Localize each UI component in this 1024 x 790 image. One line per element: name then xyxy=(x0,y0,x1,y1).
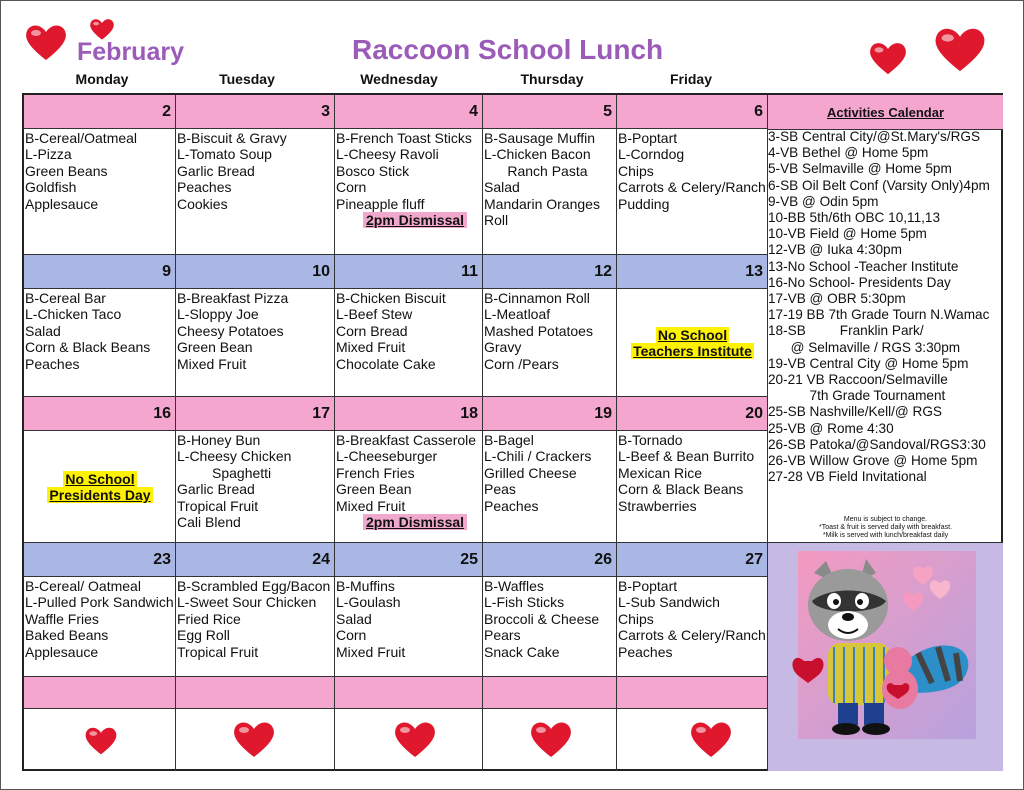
date-header: 13 xyxy=(617,255,768,289)
weekday-label: Monday xyxy=(75,71,129,87)
empty-header xyxy=(24,677,176,709)
menu-item: L-Tomato Soup xyxy=(177,146,272,163)
menu-item: Baked Beans xyxy=(25,627,109,644)
menu-item: Cookies xyxy=(177,195,228,212)
menu-item: Mandarin Oranges xyxy=(484,195,600,212)
no-school-reason: Teachers Institute xyxy=(633,343,752,359)
menu-item: Pudding xyxy=(618,195,670,212)
activities-header xyxy=(768,95,1003,130)
menu-item: Ranch Pasta xyxy=(484,162,588,179)
activities-title: Activities Calendar xyxy=(826,104,945,120)
date-header: 25 xyxy=(335,543,483,577)
menu-item: Green Bean xyxy=(336,481,412,498)
menu-item: L-Cheesy Ravoli xyxy=(336,146,439,163)
menu-note: *Milk is served with lunch/breakfast daily xyxy=(822,532,949,539)
date-header: 23 xyxy=(24,543,176,577)
menu-item: L-Beef & Bean Burrito xyxy=(618,448,755,465)
date-header: 10 xyxy=(176,255,335,289)
menu-cell xyxy=(483,129,617,255)
activity-item: 17-19 BB 7th Grade Tourn N.Wamac xyxy=(768,307,990,323)
activity-item: 25-SB Nashville/Kell/@ RGS xyxy=(768,404,942,420)
activity-item: 13-No School -Teacher Institute xyxy=(768,258,959,274)
menu-cell xyxy=(176,129,335,255)
menu-item: B-Biscuit & Gravy xyxy=(177,130,287,146)
menu-item: Mixed Fruit xyxy=(177,355,247,372)
activity-item: 17-VB @ OBR 5:30pm xyxy=(768,291,906,307)
activity-item: 10-BB 5th/6th OBC 10,11,13 xyxy=(768,210,941,226)
activity-item: 18-SB Franklin Park/ xyxy=(768,323,924,339)
month-title: February xyxy=(77,38,184,66)
activity-item: 26-SB Patoka/@Sandoval/RGS3:30 xyxy=(768,436,986,452)
menu-item: Peaches xyxy=(25,355,80,372)
menu-cell xyxy=(617,577,768,677)
empty-cell xyxy=(483,709,617,771)
menu-item: Waffle Fries xyxy=(25,610,99,627)
menu-item: Tropical Fruit xyxy=(177,643,259,660)
menu-item: Green Beans xyxy=(25,162,108,179)
menu-item: Gravy xyxy=(484,339,522,356)
menu-item: L-Cheeseburger xyxy=(336,448,438,465)
date-header: 17 xyxy=(176,397,335,431)
menu-item: Grilled Cheese xyxy=(484,464,577,481)
no-school-label: No School xyxy=(657,326,728,343)
menu-item: Carrots & Celery/Ranch xyxy=(618,179,766,196)
menu-item: Snack Cake xyxy=(484,643,560,660)
menu-cell xyxy=(617,129,768,255)
menu-item: Tropical Fruit xyxy=(177,497,259,514)
menu-item: Chocolate Cake xyxy=(336,355,436,372)
raccoon-valentine-icon xyxy=(768,543,1003,771)
date-header: 11 xyxy=(335,255,483,289)
menu-item: Applesauce xyxy=(25,643,99,660)
weekday-label: Tuesday xyxy=(219,71,275,87)
menu-item: Mexican Rice xyxy=(618,464,703,481)
date-header: 3 xyxy=(176,95,335,129)
menu-item: Garlic Bread xyxy=(177,481,255,498)
empty-header xyxy=(176,677,335,709)
menu-item: L-Chicken Taco xyxy=(25,306,122,323)
menu-item: L-Beef Stew xyxy=(336,306,413,323)
menu-item: B-Sausage Muffin xyxy=(484,130,596,146)
date-header: 2 xyxy=(24,95,176,129)
activity-item: 12-VB @ Iuka 4:30pm xyxy=(768,242,902,258)
menu-item: B-Scrambled Egg/Bacon xyxy=(177,578,331,594)
activity-item: 26-VB Willow Grove @ Home 5pm xyxy=(768,453,978,469)
no-school-reason: Presidents Day xyxy=(49,487,151,503)
heart-icon xyxy=(933,24,987,74)
menu-item: Mixed Fruit xyxy=(336,339,406,356)
menu-item: Corn /Pears xyxy=(484,355,559,372)
menu-item: L-Corndog xyxy=(618,146,685,163)
menu-cell xyxy=(24,129,176,255)
activity-item: 9-VB @ Odin 5pm xyxy=(768,193,879,209)
empty-cell xyxy=(617,709,768,771)
menu-item: L-Chicken Bacon xyxy=(484,146,591,163)
menu-item: Spaghetti xyxy=(177,464,272,481)
menu-item: L-Sweet Sour Chicken xyxy=(177,594,317,611)
heart-icon xyxy=(689,719,733,759)
menu-item: L-Cheesy Chicken xyxy=(177,448,292,465)
activity-item: 25-VB @ Rome 4:30 xyxy=(768,420,894,436)
activity-item: 16-No School- Presidents Day xyxy=(768,274,951,290)
menu-item: Fried Rice xyxy=(177,610,241,627)
menu-item: Green Bean xyxy=(177,339,253,356)
menu-item: L-Sub Sandwich xyxy=(618,594,720,611)
page-title: Raccoon School Lunch xyxy=(352,34,664,65)
heart-icon xyxy=(232,719,276,759)
date-header: 18 xyxy=(335,397,483,431)
menu-item: B-Tornado xyxy=(618,432,683,448)
menu-item: Peas xyxy=(484,481,516,498)
activity-item: 6-SB Oil Belt Conf (Varsity Only)4pm xyxy=(768,177,990,193)
empty-cell xyxy=(176,709,335,771)
menu-cell xyxy=(335,431,483,543)
heart-icon xyxy=(24,22,68,62)
menu-notes xyxy=(768,516,1003,540)
menu-item: B-Cinnamon Roll xyxy=(484,290,590,306)
no-school-cell xyxy=(617,289,768,397)
date-header: 6 xyxy=(617,95,768,129)
empty-header xyxy=(483,677,617,709)
menu-item: Applesauce xyxy=(25,195,99,212)
activity-item: 19-VB Central City @ Home 5pm xyxy=(768,355,969,371)
menu-item: Carrots & Celery/Ranch xyxy=(618,627,766,644)
menu-item: L-Goulash xyxy=(336,594,401,611)
menu-item: Cheesy Potatoes xyxy=(177,322,284,339)
menu-cell xyxy=(24,289,176,397)
menu-item: Bosco Stick xyxy=(336,162,410,179)
date-header: 26 xyxy=(483,543,617,577)
menu-item: Mashed Potatoes xyxy=(484,322,593,339)
menu-item: Corn xyxy=(336,627,367,644)
menu-item: Salad xyxy=(25,322,61,339)
menu-item: B-Muffins xyxy=(336,578,395,594)
dismissal-badge: 2pm Dismissal xyxy=(363,212,467,228)
date-header: 12 xyxy=(483,255,617,289)
menu-cell xyxy=(617,431,768,543)
menu-item: Peaches xyxy=(618,643,673,660)
date-header: 27 xyxy=(617,543,768,577)
menu-cell xyxy=(24,577,176,677)
menu-cell xyxy=(483,431,617,543)
heart-icon xyxy=(868,40,908,76)
menu-item: B-Bagel xyxy=(484,432,534,448)
menu-cell xyxy=(483,289,617,397)
menu-item: B-French Toast Sticks xyxy=(336,130,472,146)
activity-item: 3-SB Central City/@St.Mary's/RGS xyxy=(768,129,981,144)
menu-item: Corn & Black Beans xyxy=(618,481,744,498)
menu-item: B-Honey Bun xyxy=(177,432,261,448)
menu-item: Mixed Fruit xyxy=(336,643,406,660)
menu-item: Chips xyxy=(618,162,654,179)
menu-note: *Toast & fruit is served daily with breakfast. xyxy=(818,524,953,531)
menu-item: L-Pulled Pork Sandwich xyxy=(25,594,174,611)
menu-item: L-Pizza xyxy=(25,146,72,163)
menu-item: L-Meatloaf xyxy=(484,306,551,323)
activity-item: 4-VB Bethel @ Home 5pm xyxy=(768,145,929,161)
heart-icon xyxy=(393,719,437,759)
heart-icon xyxy=(84,725,118,756)
activity-item: 27-28 VB Field Invitational xyxy=(768,469,927,485)
activity-item: 5-VB Selmaville @ Home 5pm xyxy=(768,161,952,177)
empty-cell xyxy=(24,709,176,771)
menu-item: B-Poptart xyxy=(618,578,678,594)
activity-item: 7th Grade Tournament xyxy=(768,388,946,404)
menu-cell xyxy=(335,577,483,677)
menu-item: Cali Blend xyxy=(177,514,241,531)
menu-item: B-Poptart xyxy=(618,130,678,146)
date-header: 20 xyxy=(617,397,768,431)
menu-item: B-Waffles xyxy=(484,578,544,594)
date-header: 19 xyxy=(483,397,617,431)
menu-item: Garlic Bread xyxy=(177,162,255,179)
menu-note: Menu is subject to change. xyxy=(843,516,928,523)
menu-item: Corn & Black Beans xyxy=(25,339,151,356)
activity-item: 10-VB Field @ Home 5pm xyxy=(768,226,927,242)
heart-icon xyxy=(529,719,573,759)
menu-item: B-Cereal Bar xyxy=(25,290,106,306)
activity-item: 20-21 VB Raccoon/Selmaville xyxy=(768,372,948,388)
raccoon-mascot-image xyxy=(768,543,1003,771)
weekday-label: Friday xyxy=(669,71,712,87)
empty-cell xyxy=(335,709,483,771)
menu-item: Mixed Fruit xyxy=(336,497,406,514)
menu-item: Corn xyxy=(336,179,367,196)
menu-item: Roll xyxy=(484,212,509,229)
menu-item: Corn Bread xyxy=(336,322,408,339)
date-header: 9 xyxy=(24,255,176,289)
menu-item: L-Sloppy Joe xyxy=(177,306,259,323)
menu-cell xyxy=(176,431,335,543)
menu-item: Salad xyxy=(336,610,372,627)
menu-cell xyxy=(483,577,617,677)
date-header: 4 xyxy=(335,95,483,129)
weekday-label: Thursday xyxy=(520,71,584,87)
no-school-cell xyxy=(24,431,176,543)
menu-item: B-Cereal/Oatmeal xyxy=(25,130,138,146)
empty-header xyxy=(335,677,483,709)
menu-item: French Fries xyxy=(336,464,415,481)
menu-item: Salad xyxy=(484,179,520,196)
menu-item: Strawberries xyxy=(618,497,697,514)
menu-item: Egg Roll xyxy=(177,627,230,644)
menu-item: B-Chicken Biscuit xyxy=(336,290,446,306)
no-school-label: No School xyxy=(65,470,135,487)
activities-list xyxy=(768,129,1003,543)
dismissal-badge: 2pm Dismissal xyxy=(363,514,467,530)
menu-cell xyxy=(176,577,335,677)
menu-item: L-Fish Sticks xyxy=(484,594,565,611)
menu-item: Pears xyxy=(484,627,521,644)
menu-item: B-Cereal/ Oatmeal xyxy=(25,578,141,594)
menu-item: Peaches xyxy=(177,179,232,196)
menu-item: Peaches xyxy=(484,497,539,514)
empty-header xyxy=(617,677,768,709)
menu-item: Pineapple fluff xyxy=(336,195,425,212)
menu-item: B-Breakfast Pizza xyxy=(177,290,289,306)
menu-item: Chips xyxy=(618,610,654,627)
date-header: 16 xyxy=(24,397,176,431)
date-header: 5 xyxy=(483,95,617,129)
menu-item: L-Chili / Crackers xyxy=(484,448,592,465)
lunch-calendar xyxy=(22,93,1003,771)
activity-item: @ Selmaville / RGS 3:30pm xyxy=(768,339,961,355)
menu-item: B-Breakfast Casserole xyxy=(336,432,477,448)
menu-item: Broccoli & Cheese xyxy=(484,610,600,627)
menu-item: Goldfish xyxy=(25,179,77,196)
date-header: 24 xyxy=(176,543,335,577)
menu-cell xyxy=(335,289,483,397)
menu-cell xyxy=(176,289,335,397)
menu-cell xyxy=(335,129,483,255)
weekday-label: Wednesday xyxy=(360,71,438,87)
